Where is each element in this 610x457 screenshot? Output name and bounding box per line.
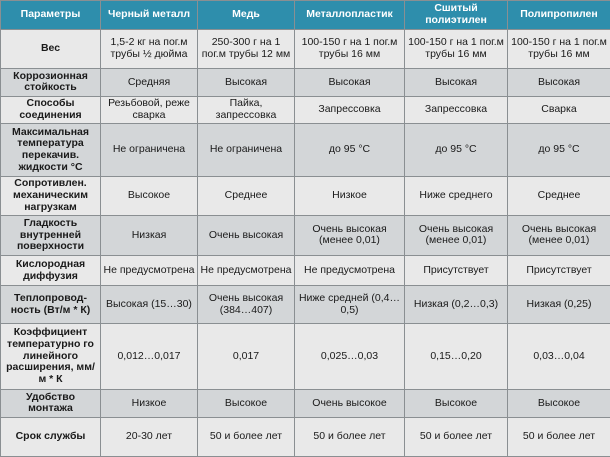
row-label: Вес (1, 30, 101, 69)
table-row (1, 215, 610, 255)
table-row (1, 177, 610, 215)
table-cell: Высокое (101, 177, 198, 215)
table-cell: Не ограничена (101, 123, 198, 177)
table-cell: Ниже средней (0,4…0,5) (295, 286, 405, 323)
table-cell: Высокое (508, 390, 610, 417)
table-cell: Запрессовка (405, 96, 508, 123)
row-label: Сопротивлен. механическим нагрузкам (1, 177, 101, 215)
table-cell: Очень высокая (198, 215, 295, 255)
table-row (1, 286, 610, 323)
table-cell: Низкое (295, 177, 405, 215)
row-label: Удобство монтажа (1, 390, 101, 417)
table-cell: Высокая (508, 69, 610, 96)
table-row (1, 390, 610, 417)
header-metal-plastic: Металлопластик (295, 1, 405, 30)
table-cell: до 95 °С (295, 123, 405, 177)
table-cell: 0,15…0,20 (405, 323, 508, 390)
table-cell: Очень высокая (384…407) (198, 286, 295, 323)
table-cell: Очень высокая (менее 0,01) (405, 215, 508, 255)
row-label: Гладкость внутренней поверхности (1, 215, 101, 255)
table-cell: 100-150 г на 1 пог.м трубы 16 мм (508, 30, 610, 69)
table-cell: 0,03…0,04 (508, 323, 610, 390)
table-cell: Низкое (101, 390, 198, 417)
row-label: Коррозионная стойкость (1, 69, 101, 96)
table-row (1, 69, 610, 96)
table-cell: Резьбовой, реже сварка (101, 96, 198, 123)
table-cell: Очень высокая (менее 0,01) (295, 215, 405, 255)
table-cell: 100-150 г на 1 пог.м трубы 16 мм (405, 30, 508, 69)
table-cell: Сварка (508, 96, 610, 123)
table-cell: Присутствует (405, 256, 508, 286)
table-cell: Высокая (295, 69, 405, 96)
table-cell: Присутствует (508, 256, 610, 286)
table-cell: 0,025…0,03 (295, 323, 405, 390)
row-label: Срок службы (1, 417, 101, 456)
table-cell: Не предусмотрена (198, 256, 295, 286)
table-row (1, 96, 610, 123)
table-cell: 100-150 г на 1 пог.м трубы 16 мм (295, 30, 405, 69)
table-cell: Низкая (0,2…0,3) (405, 286, 508, 323)
table-cell: 0,017 (198, 323, 295, 390)
table-cell: Не ограничена (198, 123, 295, 177)
header-polypropylene: Полипропилен (508, 1, 610, 30)
table-cell: 50 и более лет (405, 417, 508, 456)
table-cell: 1,5-2 кг на пог.м трубы ½ дюйма (101, 30, 198, 69)
table-cell: 50 и более лет (198, 417, 295, 456)
table-row (1, 323, 610, 390)
table-cell: Высокое (405, 390, 508, 417)
table-cell: Низкая (101, 215, 198, 255)
table-cell: Высокая (405, 69, 508, 96)
table-cell: 250-300 г на 1 пог.м трубы 12 мм (198, 30, 295, 69)
table-cell: до 95 °С (508, 123, 610, 177)
table-cell: Очень высокое (295, 390, 405, 417)
table-row (1, 123, 610, 177)
table-cell: Средняя (101, 69, 198, 96)
header-black-metal: Черный металл (101, 1, 198, 30)
table-cell: Не предусмотрена (101, 256, 198, 286)
table-cell: Среднее (508, 177, 610, 215)
table-cell: Не предусмотрена (295, 256, 405, 286)
table-cell: Ниже среднего (405, 177, 508, 215)
table-cell: Низкая (0,25) (508, 286, 610, 323)
row-label: Теплопровод-ность (Вт/м * К) (1, 286, 101, 323)
table-cell: до 95 °С (405, 123, 508, 177)
row-label: Способы соединения (1, 96, 101, 123)
table-cell: Высокая (15…30) (101, 286, 198, 323)
table-row (1, 256, 610, 286)
table-cell: Запрессовка (295, 96, 405, 123)
table-cell: Очень высокая (менее 0,01) (508, 215, 610, 255)
table-row (1, 417, 610, 456)
row-label: Коэффициент температурно го линейного расширения, мм/м * К (1, 323, 101, 390)
table-cell: Пайка, запрессовка (198, 96, 295, 123)
table-cell: 50 и более лет (295, 417, 405, 456)
table-cell: 0,012…0,017 (101, 323, 198, 390)
table-row (1, 30, 610, 69)
row-label: Максимальная температура перекачив. жидкости °С (1, 123, 101, 177)
table-cell: 20-30 лет (101, 417, 198, 456)
header-parameters: Параметры (1, 1, 101, 30)
row-label: Кислородная диффузия (1, 256, 101, 286)
header-cross-linked-polyethylene: Сшитый полиэтилен (405, 1, 508, 30)
table-cell: Высокое (198, 390, 295, 417)
table-cell: 50 и более лет (508, 417, 610, 456)
header-row (1, 1, 610, 30)
header-copper: Медь (198, 1, 295, 30)
table-cell: Высокая (198, 69, 295, 96)
table-cell: Среднее (198, 177, 295, 215)
